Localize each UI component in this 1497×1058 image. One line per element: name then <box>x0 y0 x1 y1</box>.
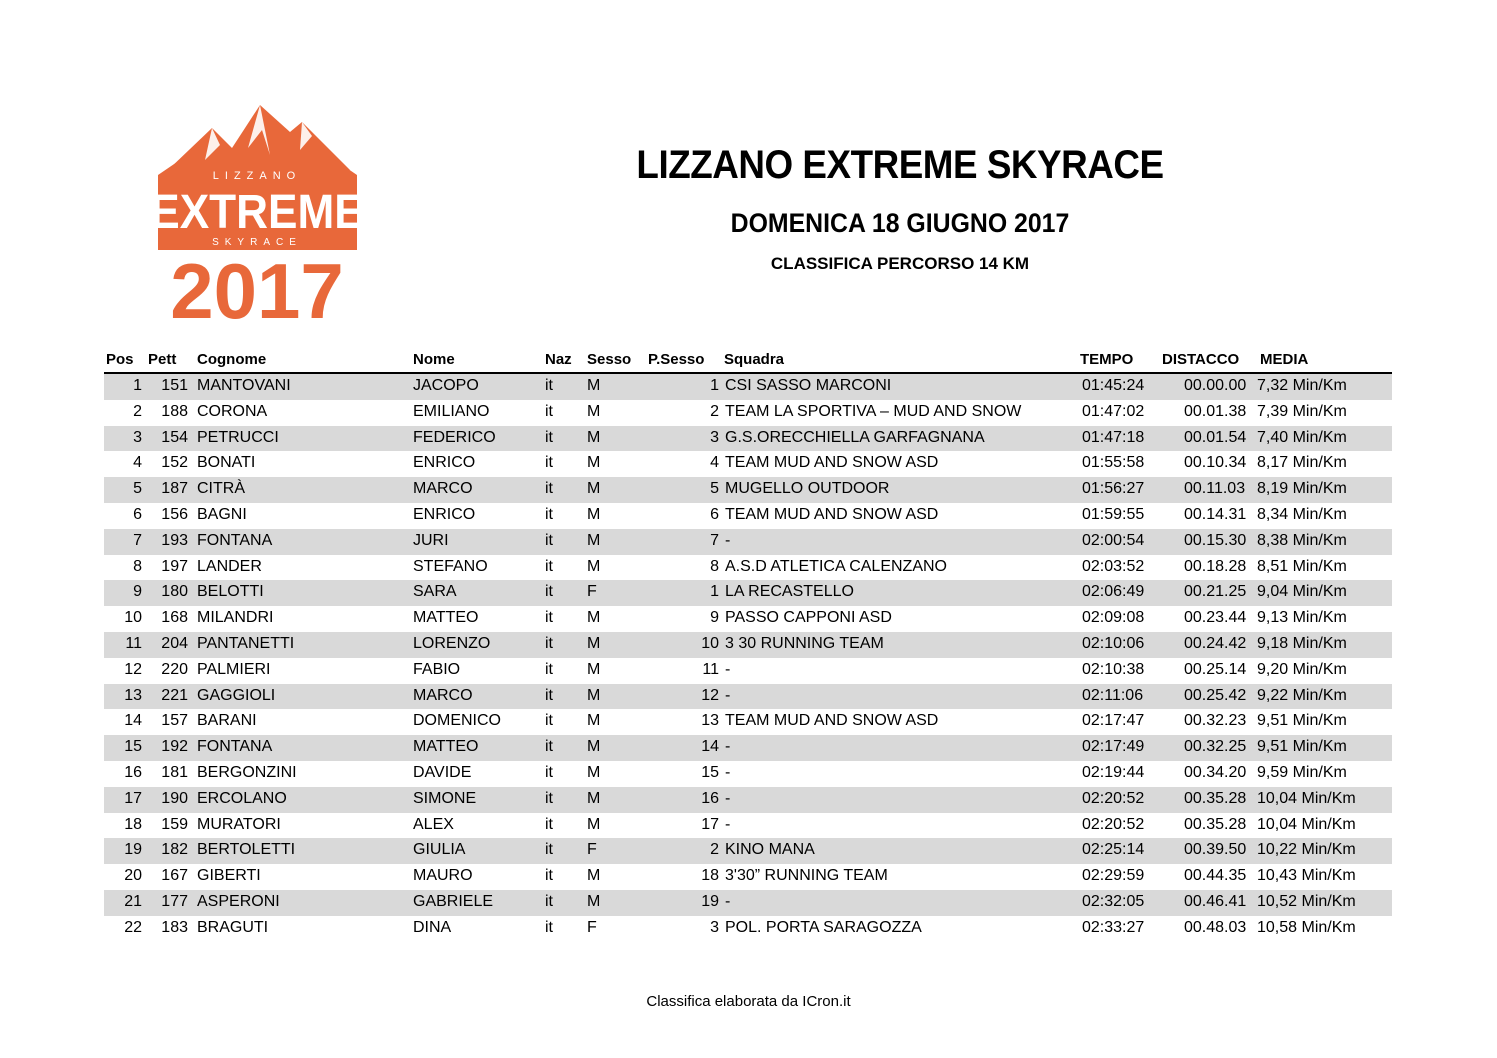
cell-squadra: MUGELLO OUTDOOR <box>725 480 890 498</box>
svg-text:EXTREME: EXTREME <box>150 184 364 239</box>
table-row <box>104 890 1392 916</box>
cell-distacco: 00.46.41 <box>1184 892 1247 910</box>
cell-tempo: 01:56:27 <box>1082 480 1145 498</box>
table-row <box>104 813 1392 839</box>
cell-media: 9,51 Min/Km <box>1257 712 1347 730</box>
cell-media: 7,40 Min/Km <box>1257 428 1347 446</box>
table-row <box>104 735 1392 761</box>
cell-psesso: 19 <box>701 892 719 910</box>
cell-squadra: - <box>725 763 731 781</box>
cell-psesso: 9 <box>710 609 719 627</box>
header-pett: Pett <box>148 351 177 368</box>
cell-sesso: M <box>587 815 601 833</box>
cell-nome: ENRICO <box>413 454 476 472</box>
cell-sesso: M <box>587 531 601 549</box>
cell-distacco: 00.24.42 <box>1184 634 1247 652</box>
table-row <box>104 451 1392 477</box>
cell-naz: it <box>545 686 553 704</box>
cell-media: 8,51 Min/Km <box>1257 557 1347 575</box>
table-row <box>104 555 1392 581</box>
cell-squadra: - <box>725 738 731 756</box>
cell-cognome: BONATI <box>197 454 256 472</box>
cell-tempo: 01:47:18 <box>1082 428 1145 446</box>
cell-naz: it <box>545 402 553 420</box>
header-naz: Naz <box>545 351 572 368</box>
cell-sesso: F <box>587 918 597 936</box>
cell-sesso: M <box>587 480 601 498</box>
cell-cognome: CITRÀ <box>197 480 245 498</box>
cell-media: 7,32 Min/Km <box>1257 377 1347 394</box>
cell-naz: it <box>545 841 553 859</box>
cell-pett: 204 <box>161 634 188 652</box>
ranking-subtitle: CLASSIFICA PERCORSO 14 KM <box>770 254 1030 273</box>
cell-naz: it <box>545 583 553 601</box>
cell-sesso: M <box>587 867 601 885</box>
cell-nome: STEFANO <box>413 557 488 575</box>
cell-tempo: 02:20:52 <box>1082 815 1145 833</box>
cell-psesso: 3 <box>710 918 719 936</box>
cell-media: 9,59 Min/Km <box>1257 763 1347 781</box>
cell-psesso: 5 <box>710 480 719 498</box>
cell-pos: 4 <box>133 454 142 472</box>
cell-psesso: 14 <box>701 738 719 756</box>
cell-media: 8,17 Min/Km <box>1257 454 1347 472</box>
cell-media: 10,52 Min/Km <box>1257 892 1356 910</box>
page-title: LIZZANO EXTREME SKYRACE <box>636 143 1164 187</box>
cell-naz: it <box>545 789 553 807</box>
cell-naz: it <box>545 428 553 446</box>
table-row <box>104 606 1392 632</box>
cell-cognome: BAGNI <box>197 505 247 523</box>
cell-distacco: 00.23.44 <box>1184 609 1247 627</box>
table-row <box>104 529 1392 555</box>
cell-pos: 14 <box>124 712 142 730</box>
cell-cognome: BARANI <box>197 712 257 730</box>
cell-squadra: TEAM LA SPORTIVA – MUD AND SNOW <box>725 402 1022 420</box>
cell-pos: 12 <box>124 660 142 678</box>
cell-sesso: M <box>587 377 601 394</box>
cell-squadra: A.S.D ATLETICA CALENZANO <box>725 557 947 575</box>
cell-tempo: 02:17:49 <box>1082 738 1145 756</box>
cell-cognome: GIBERTI <box>197 867 261 885</box>
cell-sesso: M <box>587 428 601 446</box>
cell-pos: 19 <box>124 841 142 859</box>
cell-sesso: M <box>587 892 601 910</box>
cell-nome: GIULIA <box>413 841 466 859</box>
header-cognome: Cognome <box>197 351 267 368</box>
cell-sesso: M <box>587 402 601 420</box>
cell-pos: 8 <box>133 557 142 575</box>
cell-squadra: TEAM MUD AND SNOW ASD <box>725 454 939 472</box>
cell-pos: 22 <box>124 918 142 936</box>
cell-squadra: KINO MANA <box>725 841 815 859</box>
cell-media: 7,39 Min/Km <box>1257 402 1347 420</box>
cell-tempo: 02:00:54 <box>1082 531 1145 549</box>
cell-distacco: 00.32.25 <box>1184 738 1247 756</box>
cell-squadra: - <box>725 815 731 833</box>
cell-nome: LORENZO <box>413 634 491 652</box>
table-row <box>104 684 1392 710</box>
cell-media: 10,43 Min/Km <box>1257 867 1356 885</box>
cell-squadra: - <box>725 789 731 807</box>
cell-nome: ENRICO <box>413 505 476 523</box>
cell-pett: 152 <box>161 454 188 472</box>
cell-cognome: MILANDRI <box>197 609 274 627</box>
cell-media: 9,22 Min/Km <box>1257 686 1347 704</box>
cell-sesso: M <box>587 660 601 678</box>
table-body <box>104 374 1392 942</box>
cell-distacco: 00.10.34 <box>1184 454 1247 472</box>
cell-naz: it <box>545 634 553 652</box>
cell-nome: DOMENICO <box>413 712 501 730</box>
event-logo <box>150 100 365 325</box>
cell-distacco: 00.32.23 <box>1184 712 1247 730</box>
cell-pett: 188 <box>161 402 188 420</box>
cell-sesso: M <box>587 712 601 730</box>
cell-squadra: - <box>725 660 731 678</box>
cell-pos: 1 <box>133 377 142 394</box>
cell-naz: it <box>545 660 553 678</box>
cell-naz: it <box>545 738 553 756</box>
table-row <box>104 838 1392 864</box>
cell-cognome: GAGGIOLI <box>197 686 276 704</box>
cell-squadra: TEAM MUD AND SNOW ASD <box>725 505 939 523</box>
cell-cognome: PETRUCCI <box>197 428 279 446</box>
cell-cognome: CORONA <box>197 402 268 420</box>
table-row <box>104 632 1392 658</box>
cell-distacco: 00.44.35 <box>1184 867 1247 885</box>
cell-media: 9,04 Min/Km <box>1257 583 1347 601</box>
cell-psesso: 1 <box>710 583 719 601</box>
cell-nome: JACOPO <box>413 377 479 394</box>
cell-tempo: 01:59:55 <box>1082 505 1145 523</box>
cell-nome: DAVIDE <box>413 763 472 781</box>
cell-distacco: 00.01.54 <box>1184 428 1247 446</box>
header-media: MEDIA <box>1260 351 1309 368</box>
cell-squadra: PASSO CAPPONI ASD <box>725 609 892 627</box>
cell-pett: 168 <box>161 609 188 627</box>
cell-sesso: M <box>587 686 601 704</box>
cell-nome: SARA <box>413 583 457 601</box>
cell-pett: 167 <box>161 867 188 885</box>
cell-pett: 187 <box>161 480 188 498</box>
cell-psesso: 15 <box>701 763 719 781</box>
table-row <box>104 400 1392 426</box>
cell-cognome: ASPERONI <box>197 892 280 910</box>
cell-nome: MATTEO <box>413 609 479 627</box>
cell-psesso: 12 <box>701 686 719 704</box>
cell-tempo: 02:33:27 <box>1082 918 1145 936</box>
table-row <box>104 580 1392 606</box>
cell-psesso: 4 <box>710 454 719 472</box>
svg-text:2017: 2017 <box>170 247 344 325</box>
cell-psesso: 1 <box>710 377 719 394</box>
cell-psesso: 17 <box>701 815 719 833</box>
cell-tempo: 02:09:08 <box>1082 609 1145 627</box>
cell-distacco: 00.14.31 <box>1184 505 1247 523</box>
cell-pos: 10 <box>124 609 142 627</box>
cell-pos: 11 <box>125 634 142 652</box>
cell-pett: 220 <box>161 660 188 678</box>
cell-media: 10,04 Min/Km <box>1257 789 1356 807</box>
cell-cognome: BERTOLETTI <box>197 841 296 859</box>
cell-media: 8,19 Min/Km <box>1257 480 1347 498</box>
cell-nome: JURI <box>413 531 449 549</box>
cell-cognome: MURATORI <box>197 815 281 833</box>
header-nome: Nome <box>413 351 455 368</box>
header-sesso: Sesso <box>587 351 632 368</box>
cell-distacco: 00.25.14 <box>1184 660 1247 678</box>
cell-tempo: 02:03:52 <box>1082 557 1145 575</box>
cell-pett: 180 <box>161 583 188 601</box>
cell-pett: 181 <box>161 763 188 781</box>
cell-pett: 197 <box>161 557 188 575</box>
cell-sesso: M <box>587 789 601 807</box>
cell-naz: it <box>545 867 553 885</box>
cell-psesso: 2 <box>710 402 719 420</box>
cell-nome: EMILIANO <box>413 402 490 420</box>
cell-media: 10,04 Min/Km <box>1257 815 1356 833</box>
cell-psesso: 7 <box>710 531 719 549</box>
cell-pett: 192 <box>161 738 188 756</box>
cell-media: 8,38 Min/Km <box>1257 531 1347 549</box>
table-row <box>104 709 1392 735</box>
cell-nome: MATTEO <box>413 738 479 756</box>
cell-tempo: 02:20:52 <box>1082 789 1145 807</box>
cell-distacco: 00.48.03 <box>1184 918 1247 936</box>
cell-naz: it <box>545 505 553 523</box>
mountain-logo-icon <box>150 100 365 325</box>
cell-pos: 16 <box>124 763 142 781</box>
cell-distacco: 00.39.50 <box>1184 841 1247 859</box>
cell-tempo: 02:29:59 <box>1082 867 1145 885</box>
table-row <box>104 916 1392 942</box>
cell-cognome: PALMIERI <box>197 660 271 678</box>
cell-tempo: 02:06:49 <box>1082 583 1145 601</box>
cell-distacco: 00.21.25 <box>1184 583 1247 601</box>
cell-pos: 18 <box>124 815 142 833</box>
cell-distacco: 00.25.42 <box>1184 686 1247 704</box>
table-header <box>104 347 1392 374</box>
cell-nome: ALEX <box>413 815 454 833</box>
cell-naz: it <box>545 557 553 575</box>
cell-pos: 6 <box>133 505 142 523</box>
results-table <box>104 347 1392 942</box>
cell-sesso: M <box>587 557 601 575</box>
cell-pos: 13 <box>124 686 142 704</box>
header-psesso: P.Sesso <box>648 351 705 368</box>
footer-credit: Classifica elaborata da ICron.it <box>646 993 851 1010</box>
cell-naz: it <box>545 480 553 498</box>
cell-pos: 20 <box>124 867 142 885</box>
cell-cognome: FONTANA <box>197 738 273 756</box>
svg-text:SKYRACE: SKYRACE <box>212 237 302 248</box>
cell-squadra: CSI SASSO MARCONI <box>725 377 892 394</box>
cell-tempo: 02:11:06 <box>1082 686 1144 704</box>
cell-naz: it <box>545 763 553 781</box>
cell-tempo: 02:32:05 <box>1082 892 1145 910</box>
cell-distacco: 00.35.28 <box>1184 789 1247 807</box>
table-row <box>104 658 1392 684</box>
cell-squadra: 3 30 RUNNING TEAM <box>725 634 884 652</box>
cell-pett: 154 <box>161 428 188 446</box>
cell-distacco: 00.18.28 <box>1184 557 1247 575</box>
cell-cognome: ERCOLANO <box>197 789 287 807</box>
cell-media: 9,18 Min/Km <box>1257 634 1347 652</box>
cell-cognome: PANTANETTI <box>197 634 295 652</box>
cell-squadra: 3'30” RUNNING TEAM <box>725 867 888 885</box>
cell-naz: it <box>545 892 553 910</box>
svg-text:LIZZANO: LIZZANO <box>212 170 302 182</box>
cell-sesso: M <box>587 763 601 781</box>
cell-psesso: 11 <box>702 660 719 678</box>
table-row <box>104 864 1392 890</box>
cell-media: 10,58 Min/Km <box>1257 918 1356 936</box>
cell-sesso: M <box>587 738 601 756</box>
cell-pos: 9 <box>133 583 142 601</box>
cell-squadra: LA RECASTELLO <box>725 583 854 601</box>
cell-media: 10,22 Min/Km <box>1257 841 1356 859</box>
table-row <box>104 477 1392 503</box>
cell-pos: 17 <box>124 789 142 807</box>
cell-pett: 190 <box>161 789 188 807</box>
cell-pett: 183 <box>161 918 188 936</box>
cell-tempo: 02:25:14 <box>1082 841 1145 859</box>
cell-sesso: M <box>587 454 601 472</box>
cell-psesso: 6 <box>710 505 719 523</box>
cell-nome: MAURO <box>413 867 473 885</box>
cell-nome: FABIO <box>413 660 461 678</box>
cell-squadra: - <box>725 686 731 704</box>
cell-distacco: 00.15.30 <box>1184 531 1247 549</box>
cell-sesso: M <box>587 609 601 627</box>
header-pos: Pos <box>106 351 134 368</box>
cell-cognome: FONTANA <box>197 531 273 549</box>
table-row <box>104 503 1392 529</box>
cell-psesso: 3 <box>710 428 719 446</box>
cell-pett: 157 <box>161 712 188 730</box>
cell-pos: 5 <box>133 480 142 498</box>
cell-naz: it <box>545 454 553 472</box>
cell-pos: 3 <box>133 428 142 446</box>
cell-pett: 177 <box>161 892 188 910</box>
cell-nome: FEDERICO <box>413 428 496 446</box>
cell-cognome: BRAGUTI <box>197 918 269 936</box>
table-row <box>104 761 1392 787</box>
cell-cognome: LANDER <box>197 557 262 575</box>
cell-tempo: 01:47:02 <box>1082 402 1145 420</box>
cell-distacco: 00.00.00 <box>1184 377 1247 394</box>
cell-media: 8,34 Min/Km <box>1257 505 1347 523</box>
header-distacco: DISTACCO <box>1162 351 1240 368</box>
cell-pos: 15 <box>124 738 142 756</box>
table-row <box>104 374 1392 400</box>
cell-naz: it <box>545 815 553 833</box>
cell-sesso: F <box>587 841 597 859</box>
cell-pos: 21 <box>124 892 142 910</box>
cell-distacco: 00.01.38 <box>1184 402 1247 420</box>
cell-distacco: 00.35.28 <box>1184 815 1247 833</box>
cell-psesso: 18 <box>701 867 719 885</box>
cell-pos: 7 <box>133 531 142 549</box>
cell-naz: it <box>545 377 553 394</box>
cell-sesso: M <box>587 634 601 652</box>
header-tempo: TEMPO <box>1080 351 1134 368</box>
cell-sesso: M <box>587 505 601 523</box>
cell-media: 9,51 Min/Km <box>1257 738 1347 756</box>
cell-pett: 221 <box>161 686 188 704</box>
cell-nome: MARCO <box>413 480 473 498</box>
cell-media: 9,20 Min/Km <box>1257 660 1347 678</box>
cell-nome: SIMONE <box>413 789 477 807</box>
cell-pett: 159 <box>161 815 188 833</box>
cell-media: 9,13 Min/Km <box>1257 609 1347 627</box>
cell-squadra: POL. PORTA SARAGOZZA <box>725 918 922 936</box>
cell-psesso: 8 <box>710 557 719 575</box>
cell-nome: GABRIELE <box>413 892 494 910</box>
cell-tempo: 02:10:06 <box>1082 634 1145 652</box>
cell-pett: 151 <box>161 377 188 394</box>
cell-squadra: - <box>725 892 731 910</box>
table-row <box>104 787 1392 813</box>
cell-nome: MARCO <box>413 686 473 704</box>
cell-naz: it <box>545 918 553 936</box>
cell-squadra: - <box>725 531 731 549</box>
cell-distacco: 00.34.20 <box>1184 763 1247 781</box>
cell-pett: 156 <box>161 505 188 523</box>
cell-distacco: 00.11.03 <box>1184 480 1246 498</box>
cell-squadra: TEAM MUD AND SNOW ASD <box>725 712 939 730</box>
cell-naz: it <box>545 609 553 627</box>
cell-naz: it <box>545 712 553 730</box>
cell-naz: it <box>545 531 553 549</box>
cell-psesso: 10 <box>701 634 719 652</box>
cell-squadra: G.S.ORECCHIELLA GARFAGNANA <box>725 428 985 446</box>
cell-psesso: 2 <box>710 841 719 859</box>
cell-cognome: MANTOVANI <box>197 377 291 394</box>
header-squadra: Squadra <box>724 351 785 368</box>
cell-pett: 193 <box>161 531 188 549</box>
cell-cognome: BELOTTI <box>197 583 264 601</box>
cell-tempo: 01:55:58 <box>1082 454 1145 472</box>
cell-tempo: 02:17:47 <box>1082 712 1145 730</box>
cell-tempo: 01:45:24 <box>1082 377 1145 394</box>
table-row <box>104 426 1392 452</box>
cell-cognome: BERGONZINI <box>197 763 297 781</box>
cell-sesso: F <box>587 583 597 601</box>
cell-nome: DINA <box>413 918 452 936</box>
event-date: DOMENICA 18 GIUGNO 2017 <box>730 208 1070 238</box>
cell-psesso: 16 <box>701 789 719 807</box>
cell-pos: 2 <box>133 402 142 420</box>
cell-tempo: 02:10:38 <box>1082 660 1145 678</box>
cell-tempo: 02:19:44 <box>1082 763 1145 781</box>
cell-pett: 182 <box>161 841 188 859</box>
cell-psesso: 13 <box>701 712 719 730</box>
